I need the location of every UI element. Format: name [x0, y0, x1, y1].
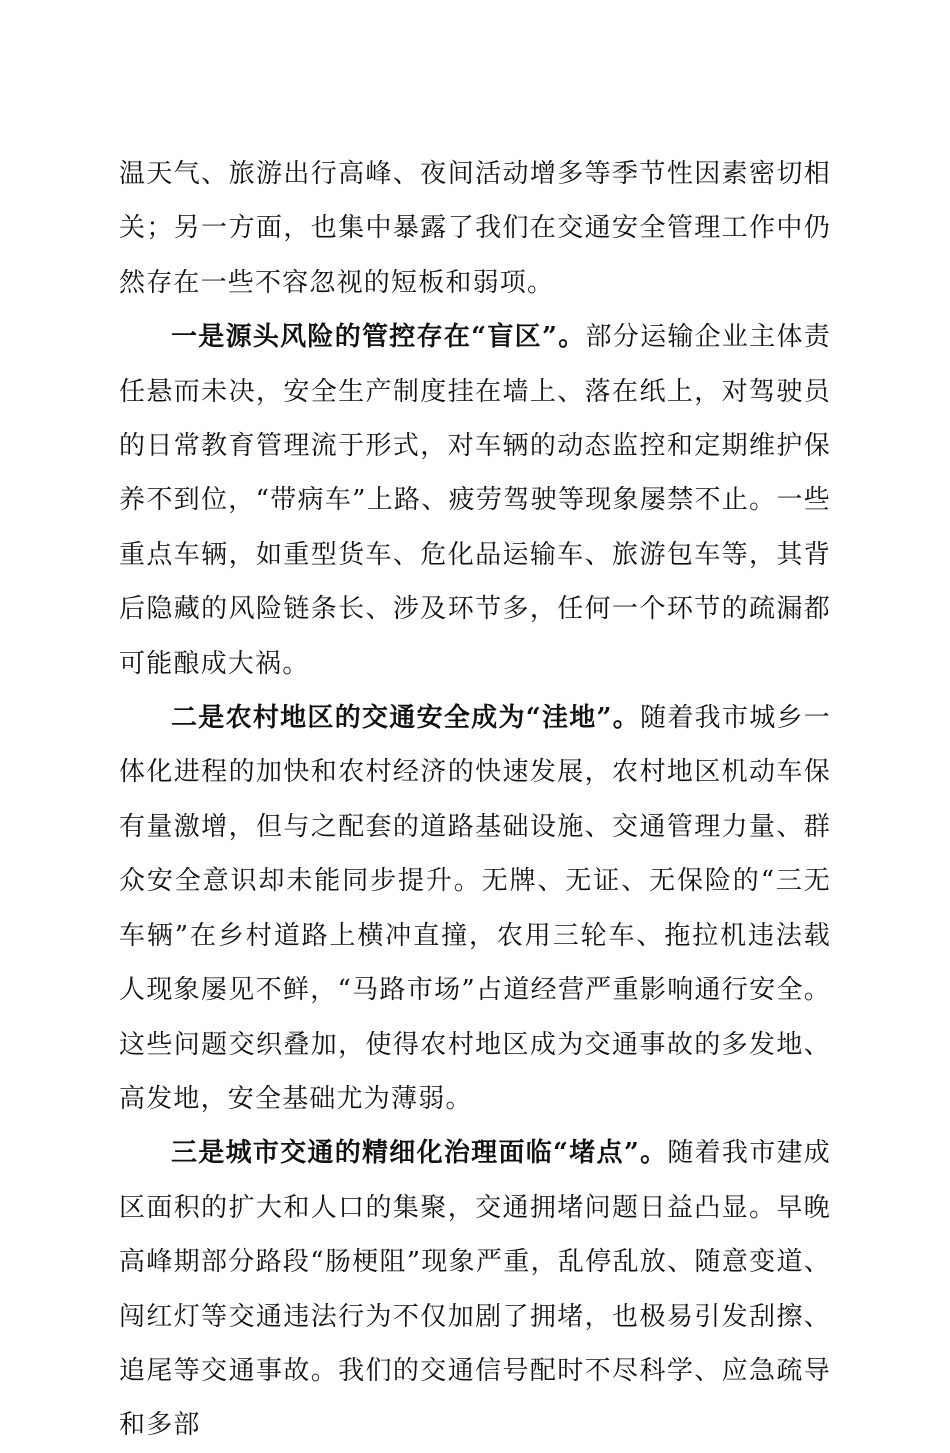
body-text — [119, 147, 831, 1453]
paragraph-text: 部分运输企业主体责任悬而未决，安全生产制度挂在墙上、落在纸上，对驾驶员的日常教育管理流于形式，对车辆的动态监控和定期维护保养不到位，“带病车”上路、疲劳驾驶等现象屡禁不止。一些重点车辆，如重型货车、危化品运输车、旅游包车等，其背后隐藏的风险链条长、涉及环节多，任何一个环节的疏漏都可能酿成大祸。 — [119, 322, 831, 679]
paragraph-continuation — [119, 147, 831, 310]
paragraph-heading: 二是农村地区的交通安全成为“洼地”。 — [171, 703, 641, 734]
paragraph-heading: 三是城市交通的精细化治理面临“堵点”。 — [171, 1138, 668, 1169]
paragraph-text: 随着我市城乡一体化进程的加快和农村经济的快速发展，农村地区机动车保有量激增，但与之配套的道路基础设施、交通管理力量、群众安全意识却未能同步提升。无牌、无证、无保险的“三无车辆”在乡村道路上横冲直撞，农用三轮车、拖拉机违法载人现象屡见不鲜，“马路市场”占道经营严重影响通行安全。这些问题交织叠加，使得农村地区成为交通事故的多发地、高发地，安全基础尤为薄弱。 — [119, 703, 831, 1114]
paragraph-heading: 一是源头风险的管控存在“盲区”。 — [171, 322, 586, 353]
paragraph-text: 随着我市建成区面积的扩大和人口的集聚，交通拥堵问题日益凸显。早晚高峰期部分路段“肠梗阻”现象严重，乱停乱放、随意变道、闯红灯等交通违法行为不仅加剧了拥堵，也极易引发刮擦、追尾等交通事故。我们的交通信号配时不尽科学、应急疏导和多部 — [119, 1138, 831, 1441]
paragraph-source-risk — [119, 310, 831, 691]
paragraph-text: 温天气、旅游出行高峰、夜间活动增多等季节性因素密切相关；另一方面，也集中暴露了我们在交通安全管理工作中仍然存在一些不容忽视的短板和弱项。 — [119, 159, 831, 298]
paragraph-urban-governance — [119, 1126, 831, 1452]
paragraph-rural-safety — [119, 691, 831, 1126]
